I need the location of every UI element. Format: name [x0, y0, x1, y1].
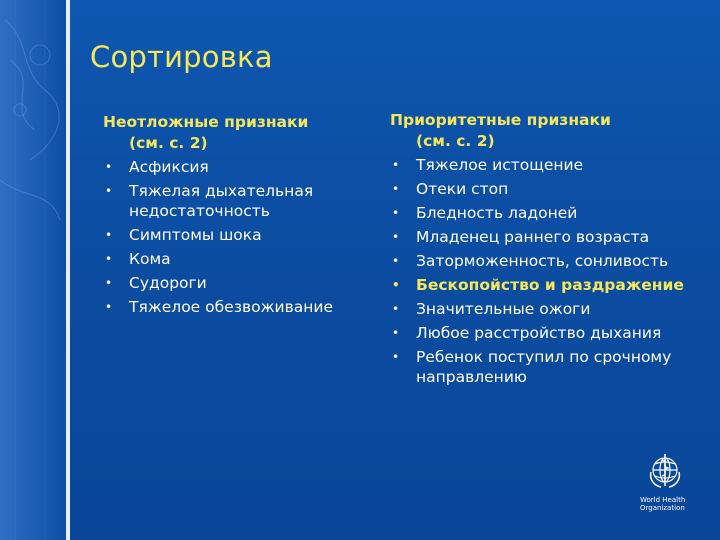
- bullet-icon: •: [105, 184, 113, 198]
- emergency-signs-column: [103, 112, 363, 321]
- list-item: • Симптомы шока: [105, 226, 262, 244]
- list-item: • Любое расстройство дыхания: [392, 324, 662, 342]
- priority-heading-line2: (см. с. 2): [416, 132, 495, 150]
- bullet-icon: •: [392, 206, 400, 220]
- list-item: • Значительные ожоги: [392, 300, 591, 318]
- list-item: • Бледность ладоней: [392, 204, 578, 222]
- list-item: • Тяжелая дыхательная недостаточность: [105, 182, 314, 220]
- priority-signs-list: [390, 155, 690, 387]
- bullet-icon: •: [392, 158, 400, 172]
- bullet-icon: •: [105, 300, 113, 314]
- bullet-icon: •: [392, 326, 400, 340]
- list-item: • Отеки стоп: [392, 180, 509, 198]
- bullet-icon: •: [392, 182, 400, 196]
- decorative-pattern: [0, 0, 66, 540]
- list-item: • Асфиксия: [105, 158, 209, 176]
- slide-title: Сортировка: [90, 40, 273, 74]
- list-item: • Ребенок поступил по срочному направлению: [392, 348, 672, 386]
- bullet-icon: •: [392, 254, 400, 268]
- list-item-highlighted: • Бескопойство и раздражение: [392, 276, 684, 294]
- bullet-icon: •: [105, 228, 113, 242]
- list-item: • Судороги: [105, 274, 207, 292]
- emergency-heading-line2: (см. с. 2): [129, 134, 208, 152]
- priority-signs-column: [390, 110, 690, 391]
- emergency-signs-heading: [103, 112, 363, 154]
- priority-signs-heading: [390, 110, 690, 152]
- bullet-icon: •: [105, 160, 113, 174]
- who-logo: [640, 450, 690, 512]
- emergency-signs-list: [103, 157, 363, 317]
- who-logo-line1: World Health: [640, 496, 686, 504]
- bullet-icon: •: [105, 252, 113, 266]
- decorative-left-band: [0, 0, 66, 540]
- bullet-icon: •: [392, 350, 400, 364]
- list-item: • Кома: [105, 250, 171, 268]
- bullet-icon: •: [105, 276, 113, 290]
- who-logo-text: [640, 496, 690, 512]
- priority-heading-line1: Приоритетные признаки: [390, 111, 611, 129]
- bullet-icon: •: [392, 302, 400, 316]
- who-emblem-icon: [645, 450, 685, 490]
- emergency-heading-line1: Неотложные признаки: [103, 113, 309, 131]
- bullet-icon: •: [392, 278, 400, 292]
- list-item: • Тяжелое истощение: [392, 156, 584, 174]
- list-item: • Тяжелое обезвоживание: [105, 298, 333, 316]
- bullet-icon: •: [392, 230, 400, 244]
- list-item: • Заторможенность, сонливость: [392, 252, 669, 270]
- who-logo-line2: Organization: [640, 504, 685, 512]
- list-item: • Младенец раннего возраста: [392, 228, 650, 246]
